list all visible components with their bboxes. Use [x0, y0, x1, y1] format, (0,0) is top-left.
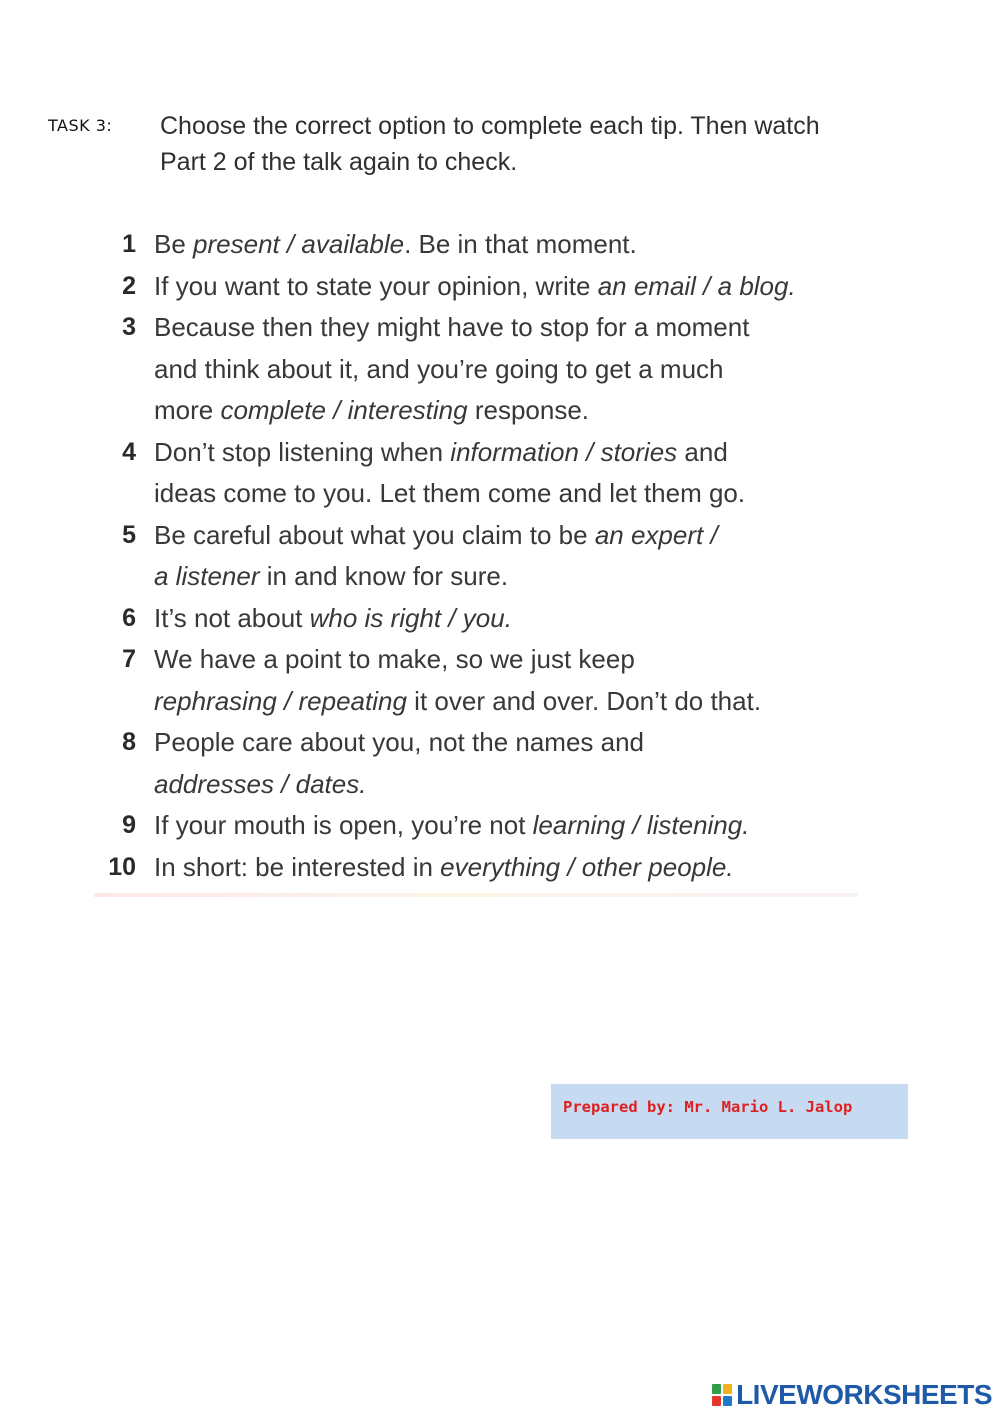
tip-text: Don’t stop listening when	[154, 436, 451, 467]
tip-text: It’s not about	[154, 602, 310, 633]
tip-line	[154, 722, 860, 764]
tip-text: it over and over. Don’t do that.	[406, 685, 762, 716]
divider	[94, 893, 858, 897]
tip-line	[154, 349, 860, 391]
task-instructions: Choose the correct option to complete each tip. Then watch Part 2 of the talk again to check.	[160, 112, 820, 176]
tip-line	[154, 390, 860, 432]
tip-number: 9	[122, 811, 136, 839]
tip-line	[154, 805, 860, 847]
tip-number: 10	[108, 852, 136, 881]
tip-line	[154, 598, 860, 640]
tip-text: We have a point to make, so we just keep	[154, 644, 635, 674]
tip-item	[100, 224, 860, 266]
tip-options: learning / listening.	[532, 810, 750, 840]
tip-text: . Be in that moment.	[404, 229, 637, 259]
tip-number: 1	[122, 230, 136, 258]
credit-box	[551, 1084, 908, 1139]
tip-text: Because then they might have to stop for a moment	[154, 312, 750, 342]
tip-item	[100, 515, 860, 598]
tip-line	[154, 639, 860, 681]
tip-text: In short: be interested in	[154, 851, 441, 882]
tip-text: in and know for sure.	[259, 561, 509, 591]
tip-options: addresses / dates.	[154, 768, 367, 799]
tip-item	[100, 598, 860, 640]
tip-options: present / available	[193, 229, 405, 259]
watermark	[711, 1380, 992, 1410]
tip-options: information / stories	[450, 436, 678, 467]
tip-line	[154, 556, 860, 598]
tip-item	[100, 307, 860, 432]
tip-text: more	[154, 395, 221, 425]
tip-line	[154, 473, 860, 515]
tip-text: ideas come to you. Let them come and let them go.	[154, 478, 746, 508]
tip-line	[154, 515, 860, 557]
tip-text: and	[677, 436, 728, 467]
tip-line	[154, 266, 860, 308]
tip-item	[100, 722, 860, 805]
tip-item	[100, 847, 860, 889]
tip-line	[154, 764, 860, 806]
tip-number: 7	[122, 645, 136, 673]
tip-number: 5	[122, 520, 136, 549]
tip-line	[154, 681, 860, 723]
tip-line	[154, 307, 860, 349]
liveworksheets-logo-icon	[711, 1383, 733, 1407]
tip-options: complete / interesting	[220, 395, 468, 425]
tip-number: 4	[122, 437, 136, 466]
tip-text: and think about it, and you’re going to get a much	[154, 353, 724, 384]
tip-options: a listener	[154, 561, 260, 591]
tip-text: Be careful about what you claim to be	[154, 519, 595, 550]
tip-options: who is right / you.	[309, 602, 512, 633]
credit-text: Prepared by: Mr. Mario L. Jalop	[563, 1098, 853, 1116]
tip-options: an expert /	[594, 519, 718, 550]
tip-text: If your mouth is open, you’re not	[154, 810, 533, 840]
tip-line	[154, 432, 860, 474]
tip-options: an email / a blog.	[597, 270, 796, 301]
tip-number: 3	[122, 313, 136, 341]
tip-item	[100, 432, 860, 515]
tip-text: response.	[467, 395, 590, 425]
tip-number: 2	[122, 271, 136, 300]
tip-item	[100, 805, 860, 847]
tip-line	[154, 224, 860, 266]
tip-options: rephrasing / repeating	[154, 685, 407, 716]
tip-item	[100, 266, 860, 308]
tip-item	[100, 639, 860, 722]
watermark-text: LIVEWORKSHEETS	[736, 1379, 992, 1410]
tip-text: Be	[154, 229, 194, 259]
tip-line	[154, 847, 860, 889]
tip-options: everything / other people.	[440, 851, 734, 882]
tip-number: 6	[122, 603, 136, 632]
tip-text: People care about you, not the names and	[154, 727, 645, 757]
task-label: TASK 3:	[48, 116, 113, 135]
tip-number: 8	[122, 728, 136, 756]
tip-text: If you want to state your opinion, write	[154, 270, 598, 301]
tips-list	[100, 224, 860, 888]
